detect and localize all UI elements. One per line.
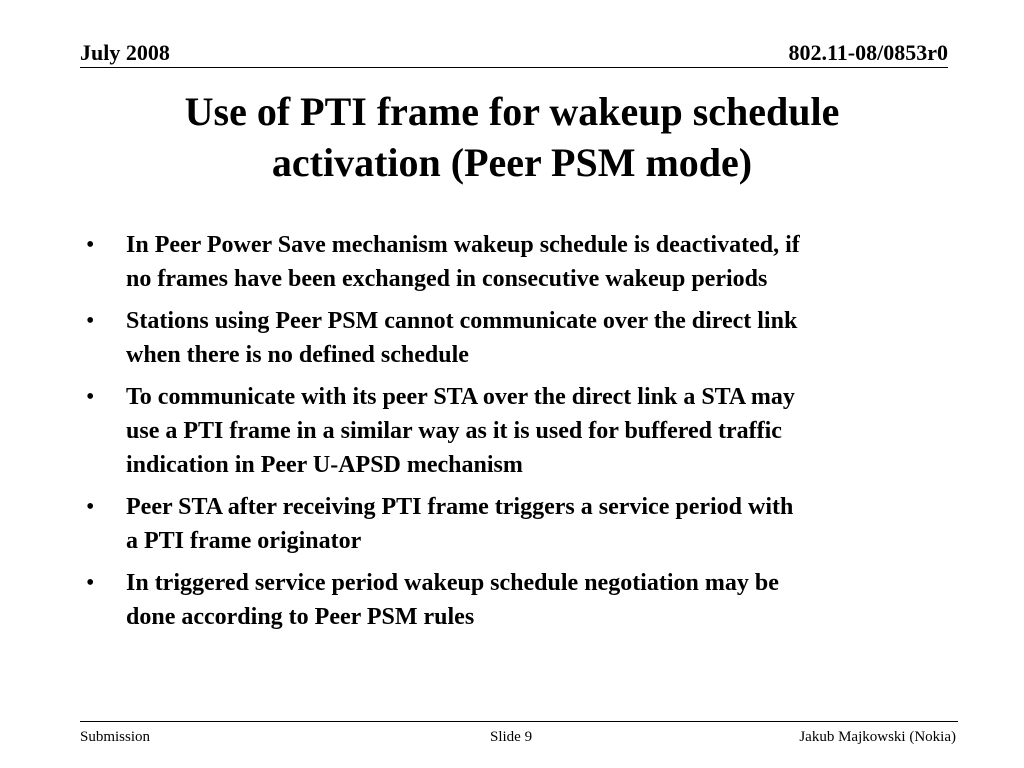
bullet-item-3	[86, 380, 946, 482]
header-document-id: 802.11-08/0853r0	[788, 40, 948, 65]
bullet-marker: •	[86, 232, 95, 258]
bullet-item-2	[86, 304, 946, 372]
bullet-4-line-2: a PTI frame originator	[126, 528, 362, 554]
slide-title	[60, 86, 964, 188]
bullet-4-line-1: Peer STA after receiving PTI frame triggers a service period with	[126, 494, 794, 520]
bullet-3-line-3: indication in Peer U-APSD mechanism	[126, 452, 523, 478]
bullet-item-1	[86, 228, 946, 296]
footer-divider	[80, 721, 958, 722]
header-divider	[80, 67, 948, 68]
bullet-5-line-2: done according to Peer PSM rules	[126, 604, 475, 630]
header-date: July 2008	[80, 40, 170, 65]
bullet-item-5	[86, 566, 946, 634]
footer-slide-number: Slide 9	[490, 729, 533, 745]
bullet-list	[86, 228, 946, 642]
bullet-item-4	[86, 490, 946, 558]
bullet-marker: •	[86, 570, 95, 596]
bullet-2-line-1: Stations using Peer PSM cannot communicate over the direct link	[126, 308, 798, 334]
bullet-marker: •	[86, 308, 95, 334]
bullet-marker: •	[86, 494, 95, 520]
footer-submission: Submission	[80, 729, 151, 745]
bullet-2-line-2: when there is no defined schedule	[126, 342, 469, 368]
bullet-3-line-1: To communicate with its peer STA over the direct link a STA may	[126, 384, 795, 410]
footer-author: Jakub Majkowski (Nokia)	[799, 729, 956, 745]
bullet-3-line-2: use a PTI frame in a similar way as it is used for buffered traffic	[126, 418, 782, 444]
bullet-marker: •	[86, 384, 95, 410]
bullet-1-line-1: In Peer Power Save mechanism wakeup schedule is deactivated, if	[126, 232, 800, 258]
slide-title-line-1: Use of PTI frame for wakeup schedule	[184, 89, 840, 134]
bullet-1-line-2: no frames have been exchanged in consecutive wakeup periods	[126, 266, 768, 292]
slide-title-line-2: activation (Peer PSM mode)	[271, 140, 753, 185]
bullet-5-line-1: In triggered service period wakeup schedule negotiation may be	[126, 570, 779, 596]
